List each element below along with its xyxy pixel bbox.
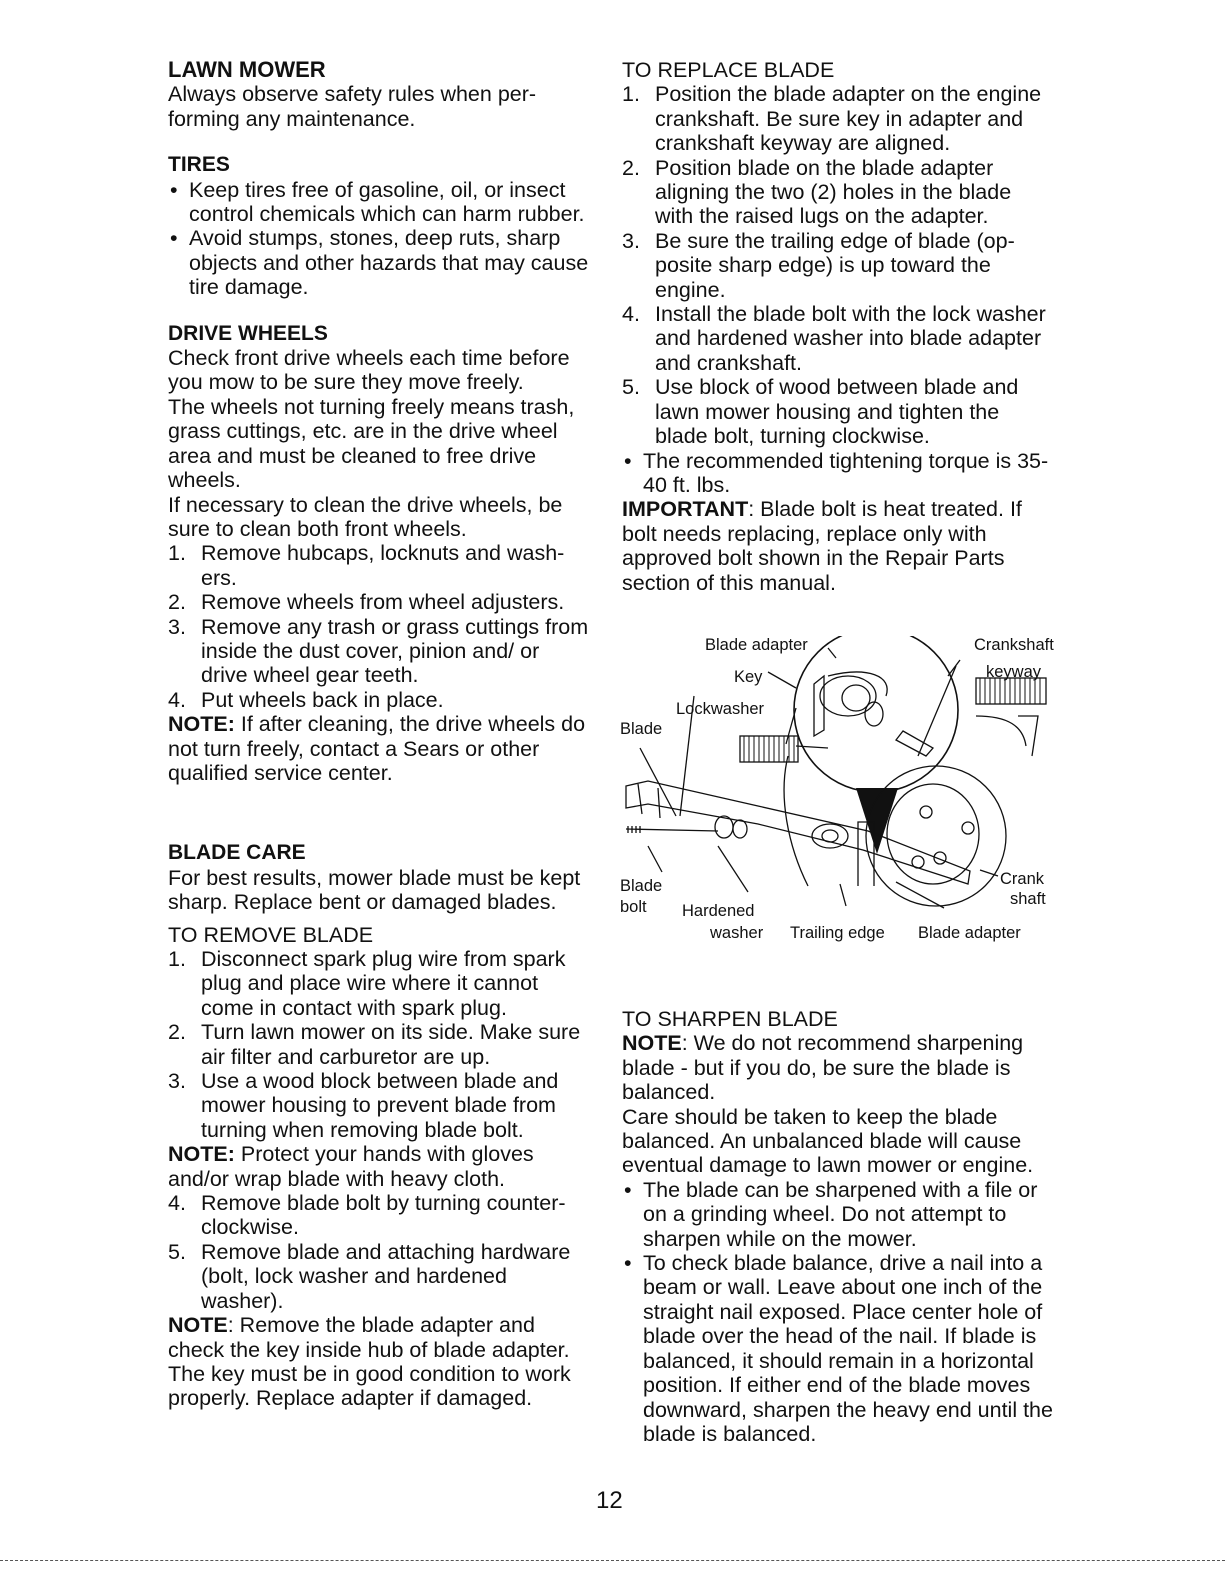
remove-blade-steps [168,947,590,1142]
label-blade-bolt: Blade [620,877,663,895]
list-item: 2. Turn lawn mower on its side. Make sure air filter and carburetor are up. [168,1020,581,1069]
label-hardened-washer: Hardened [682,902,755,920]
page-number: 12 [596,1487,623,1514]
label-crankshaft-keyway-2: keyway [986,663,1042,681]
blade-care-heading: BLADE CARE [168,841,306,865]
sharpen-blade-heading: TO SHARPEN BLADE [622,1007,838,1031]
list-item: 5. Use block of wood between blade and lawn mower housing and tighten the blade bolt, turning clockwise. [622,375,1019,449]
sharpen-note: NOTE: We do not recommend sharpening blade - but if you do, be sure the blade is balanced. [622,1031,1024,1105]
label-blade-adapter-bottom: Blade adapter [918,924,1021,942]
label-blade: Blade [620,720,663,738]
sharpen-bullet: • To check blade balance, drive a nail into a beam or wall. Leave about one inch of the straight nail exposed. Place center hole of blade over the head of the nail. If blade is balanced, it should remain in a horizontal position. If either end of the blade moves downward, sharpen the heavy end until the blade is balanced. [624,1251,1053,1446]
replace-blade-heading: TO REPLACE BLADE [622,58,835,82]
list-item: 1. Remove hubcaps, locknuts and washers. [168,541,565,590]
drive-wheels-para: The wheels not turning freely means trash, grass cuttings, etc. are in the drive wheel area and must be cleaned to free drive wheels. [168,394,575,493]
label-hardened-washer-2: washer [710,924,764,942]
sharpen-bullet: • The blade can be sharpened with a file or on a grinding wheel. Do not attempt to sharpen while on the mower. [624,1177,1038,1251]
lawn-mower-heading: LAWN MOWER [168,57,326,82]
sharpen-para: Care should be taken to keep the blade balanced. An unbalanced blade will cause eventual damage to lawn mower or engine. [622,1104,1034,1178]
blade-care-intro: For best results, mower blade must be kept sharp. Replace bent or damaged blades. [168,865,581,915]
right-column-top [622,58,1054,595]
remove-blade-note: NOTE: Protect your hands with gloves and/or wrap blade with heavy cloth. [168,1142,534,1191]
adapter-note: NOTE: Remove the blade adapter and check the key inside hub of blade adapter. The key must be in good condition to work properly. Replace adapter if damaged. [168,1313,571,1411]
remove-blade-steps-continued [168,1191,590,1313]
tires-bullet: • Avoid stumps, stones, deep ruts, sharp objects and other hazards that may cause tire damage. [170,226,589,300]
list-item: 1. Disconnect spark plug wire from spark plug and place wire where it cannot come in contact with spark plug. [168,947,566,1020]
list-item: 2. Position blade on the blade adapter aligning the two (2) holes in the blade with the raised lugs on the adapter. [622,155,1012,229]
label-lockwasher: Lockwasher [676,700,765,718]
tires-list [168,178,590,300]
right-column-bottom [622,1007,1054,1446]
important-note: IMPORTANT: Blade bolt is heat treated. If bolt needs replacing, replace only with approved bolt shown in the Repair Parts section of this manual. [622,497,1022,595]
label-crankshaft-keyway: Crankshaft [974,636,1054,654]
blade-assembly-diagram [618,636,1058,948]
sharpen-list [622,1178,1054,1446]
label-key: Key [734,668,763,686]
label-trailing-edge: Trailing edge [790,924,885,942]
left-column [168,58,590,1411]
lawn-mower-intro: Always observe safety rules when performing any maintenance. [168,82,537,131]
label-blade-bolt-2: bolt [620,898,647,916]
list-item: 4. Put wheels back in place. [168,687,444,712]
torque-bullet: • The recommended tightening torque is 35-40 ft. lbs. [624,448,1049,497]
tires-bullet: • Keep tires free of gasoline, oil, or insect control chemicals which can harm rubber. [170,177,585,227]
drive-wheels-para: If necessary to clean the drive wheels, be sure to clean both front wheels. [168,492,563,541]
drive-wheels-note: NOTE: If after cleaning, the drive wheels do not turn freely, contact a Sears or other qualified service center. [168,712,586,785]
drive-wheels-heading: DRIVE WHEELS [168,321,328,345]
page-bottom-divider [0,1560,1225,1561]
list-item: 3. Use a wood block between blade and mower housing to prevent blade from turning when removing blade bolt. [168,1069,559,1142]
list-item: 2. Remove wheels from wheel adjusters. [168,590,565,615]
drive-wheels-steps [168,541,590,712]
list-item: 1. Position the blade adapter on the engine crankshaft. Be sure key in adapter and crankshaft keyway are aligned. [622,82,1042,156]
list-item: 4. Install the blade bolt with the lock washer and hardened washer into blade adapter and crankshaft. [622,302,1046,375]
list-item: 3. Remove any trash or grass cuttings from inside the dust cover, pinion and/ or drive wheel gear teeth. [168,614,589,688]
label-blade-adapter: Blade adapter [705,636,808,654]
list-item: 3. Be sure the trailing edge of blade (opposite sharp edge) is up toward the engine. [622,228,1015,302]
list-item: 5. Remove blade and attaching hardware (bolt, lock washer and hardened washer). [168,1239,571,1313]
tires-heading: TIRES [168,153,230,177]
list-item: 4. Remove blade bolt by turning counterclockwise. [168,1191,566,1240]
drive-wheels-para: Check front drive wheels each time before you mow to be sure they move freely. [168,346,570,395]
remove-blade-heading: TO REMOVE BLADE [168,922,374,947]
label-crankshaft-2: shaft [1010,890,1046,908]
torque-list [622,449,1054,498]
label-crankshaft: Crank [1000,870,1045,888]
replace-blade-steps [622,82,1054,448]
